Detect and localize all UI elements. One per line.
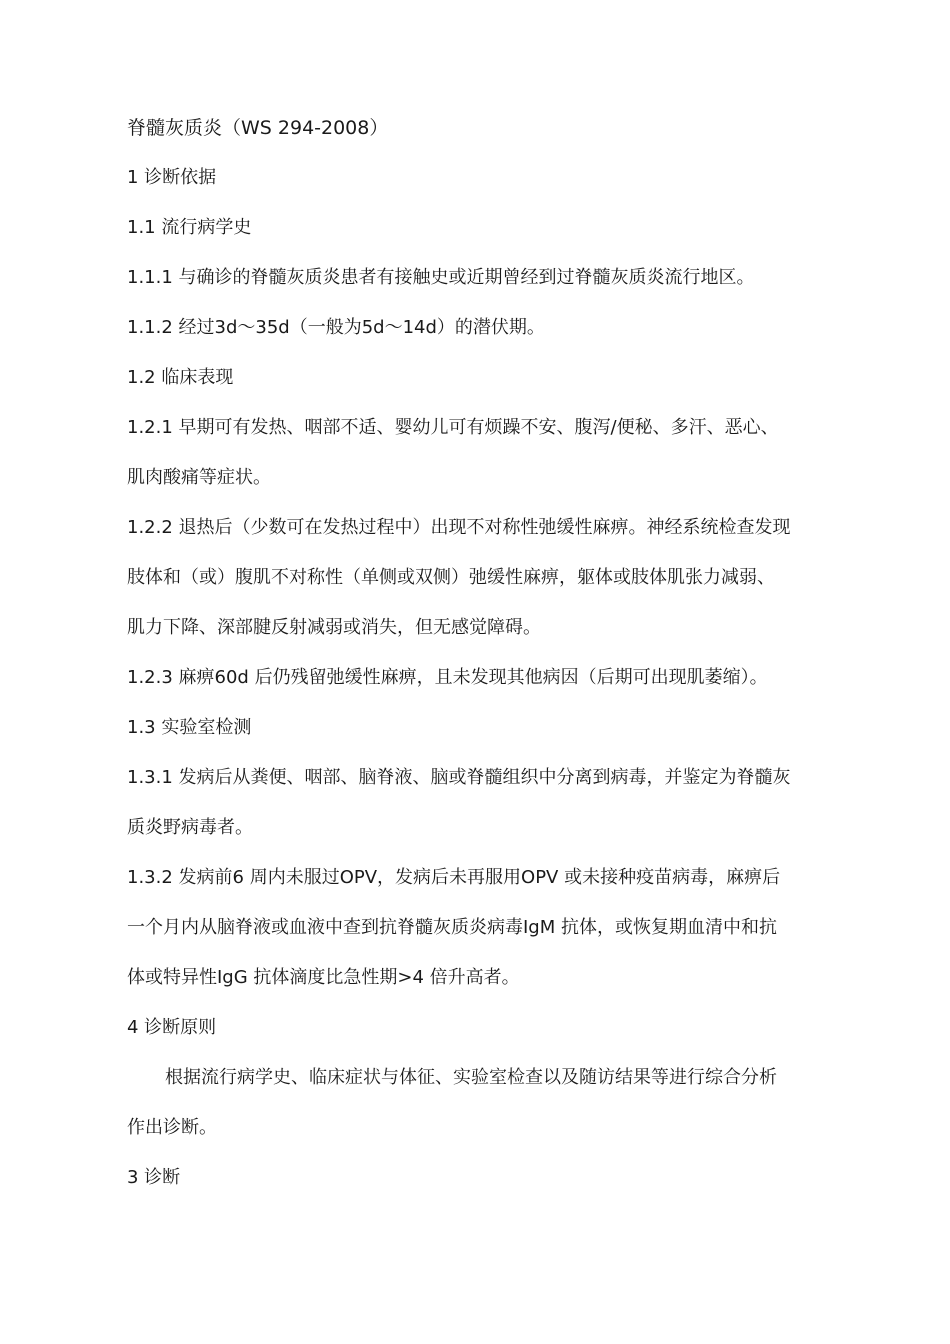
paragraph-1-1-2: 1.1.2 经过3d～35d（一般为5d～14d）的潜伏期。 — [127, 317, 545, 338]
paragraph-1-2-2-line-3: 肌力下降、深部腱反射减弱或消失，但无感觉障碍。 — [127, 617, 541, 638]
paragraph-1-2-1-line-2: 肌肉酸痛等症状。 — [127, 467, 271, 488]
paragraph-1-2-3: 1.2.3 麻痹60d 后仍残留弛缓性麻痹，且未发现其他病因（后期可出现肌萎缩）。 — [127, 667, 768, 688]
section-heading-4: 4 诊断原则 — [127, 1017, 217, 1038]
subsection-heading-1-1: 1.1 流行病学史 — [127, 217, 252, 238]
subsection-heading-1-3: 1.3 实验室检测 — [127, 717, 252, 738]
document-title: 脊髓灰质炎（WS 294-2008） — [127, 117, 389, 139]
paragraph-principle-line-1: 根据流行病学史、临床症状与体征、实验室检查以及随访结果等进行综合分析 — [165, 1067, 777, 1088]
paragraph-1-2-2-line-2: 肢体和（或）腹肌不对称性（单侧或双侧）弛缓性麻痹，躯体或肢体肌张力减弱、 — [127, 567, 775, 588]
paragraph-1-3-2-line-1: 1.3.2 发病前6 周内未服过OPV，发病后未再服用OPV 或未接种疫苗病毒，麻痹后 — [127, 867, 781, 888]
section-heading-1: 1 诊断依据 — [127, 167, 217, 188]
paragraph-1-2-2-line-1: 1.2.2 退热后（少数可在发热过程中）出现不对称性弛缓性麻痹。神经系统检查发现 — [127, 517, 791, 538]
paragraph-1-3-1-line-2: 质炎野病毒者。 — [127, 817, 253, 838]
paragraph-1-3-1-line-1: 1.3.1 发病后从粪便、咽部、脑脊液、脑或脊髓组织中分离到病毒，并鉴定为脊髓灰 — [127, 767, 791, 788]
paragraph-principle-line-2: 作出诊断。 — [127, 1117, 217, 1138]
paragraph-1-2-1-line-1: 1.2.1 早期可有发热、咽部不适、婴幼儿可有烦躁不安、腹泻/便秘、多汗、恶心、 — [127, 417, 779, 438]
document-body — [127, 103, 835, 1203]
section-heading-3: 3 诊断 — [127, 1167, 181, 1188]
paragraph-1-3-2-line-2: 一个月内从脑脊液或血液中查到抗脊髓灰质炎病毒IgM 抗体，或恢复期血清中和抗 — [127, 917, 777, 938]
subsection-heading-1-2: 1.2 临床表现 — [127, 367, 234, 388]
paragraph-1-1-1: 1.1.1 与确诊的脊髓灰质炎患者有接触史或近期曾经到过脊髓灰质炎流行地区。 — [127, 267, 755, 288]
paragraph-1-3-2-line-3: 体或特异性IgG 抗体滴度比急性期>4 倍升高者。 — [127, 967, 520, 988]
